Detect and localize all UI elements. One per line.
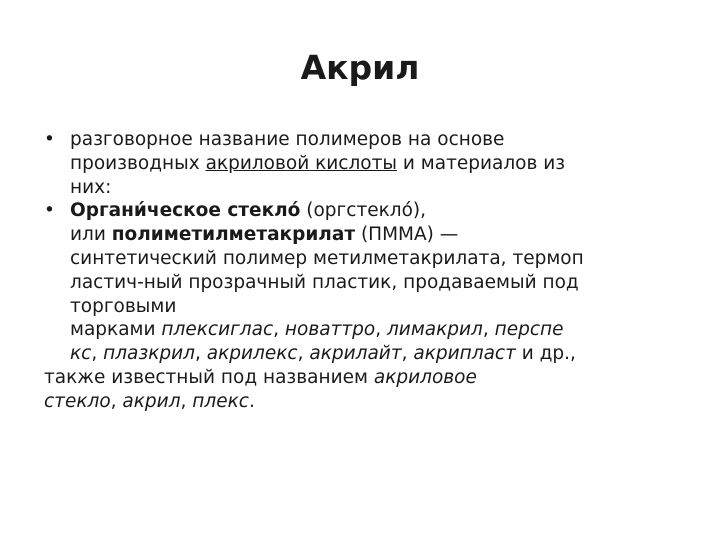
bullet-item-2-line-6: марками плексиглас, новаттро, лимакрил, перспе	[70, 319, 564, 341]
term-pmma: полиметилметакрилат	[111, 224, 356, 246]
acrylic-acid-link[interactable]: акриловой кислоты	[205, 152, 398, 174]
bullet-item-2-line-4: ластич-ный прозрачный пластик, продаваемый под	[70, 271, 579, 293]
bullet-item-2-line-7: кс, плазкрил, акрилекс, акрилайт, акрипласт и др.,	[70, 343, 576, 365]
bullet-icon: •	[44, 200, 55, 222]
bullet-item-2-line-3: синтетический полимер метилметакрилата, термоп	[70, 247, 584, 269]
bullet-item-2-line-1: • Органи́ческое стекло́ (оргстекло́),	[44, 200, 427, 222]
bullet-item-1-line-2: производных акриловой кислоты и материалов из	[70, 152, 566, 174]
bullet-icon: •	[44, 129, 55, 150]
term-organic-glass: Органи́ческое стекло́	[70, 200, 301, 222]
bullet-item-2-line-5: торговыми	[70, 295, 177, 317]
bullet-item-2-line-2: или полиметилметакрилат (ПММА) —	[70, 224, 459, 246]
bullet-item-1-line-3: них:	[70, 176, 112, 198]
slide-title: Акрил	[300, 48, 420, 87]
tail-line-2: стекло, акрил, плекс.	[44, 390, 255, 412]
bullet-item-1-line-1: • разговорное название полимеров на основе	[44, 129, 505, 150]
slide-body	[44, 128, 684, 414]
tail-line-1: также известный под названием акриловое	[44, 366, 477, 388]
